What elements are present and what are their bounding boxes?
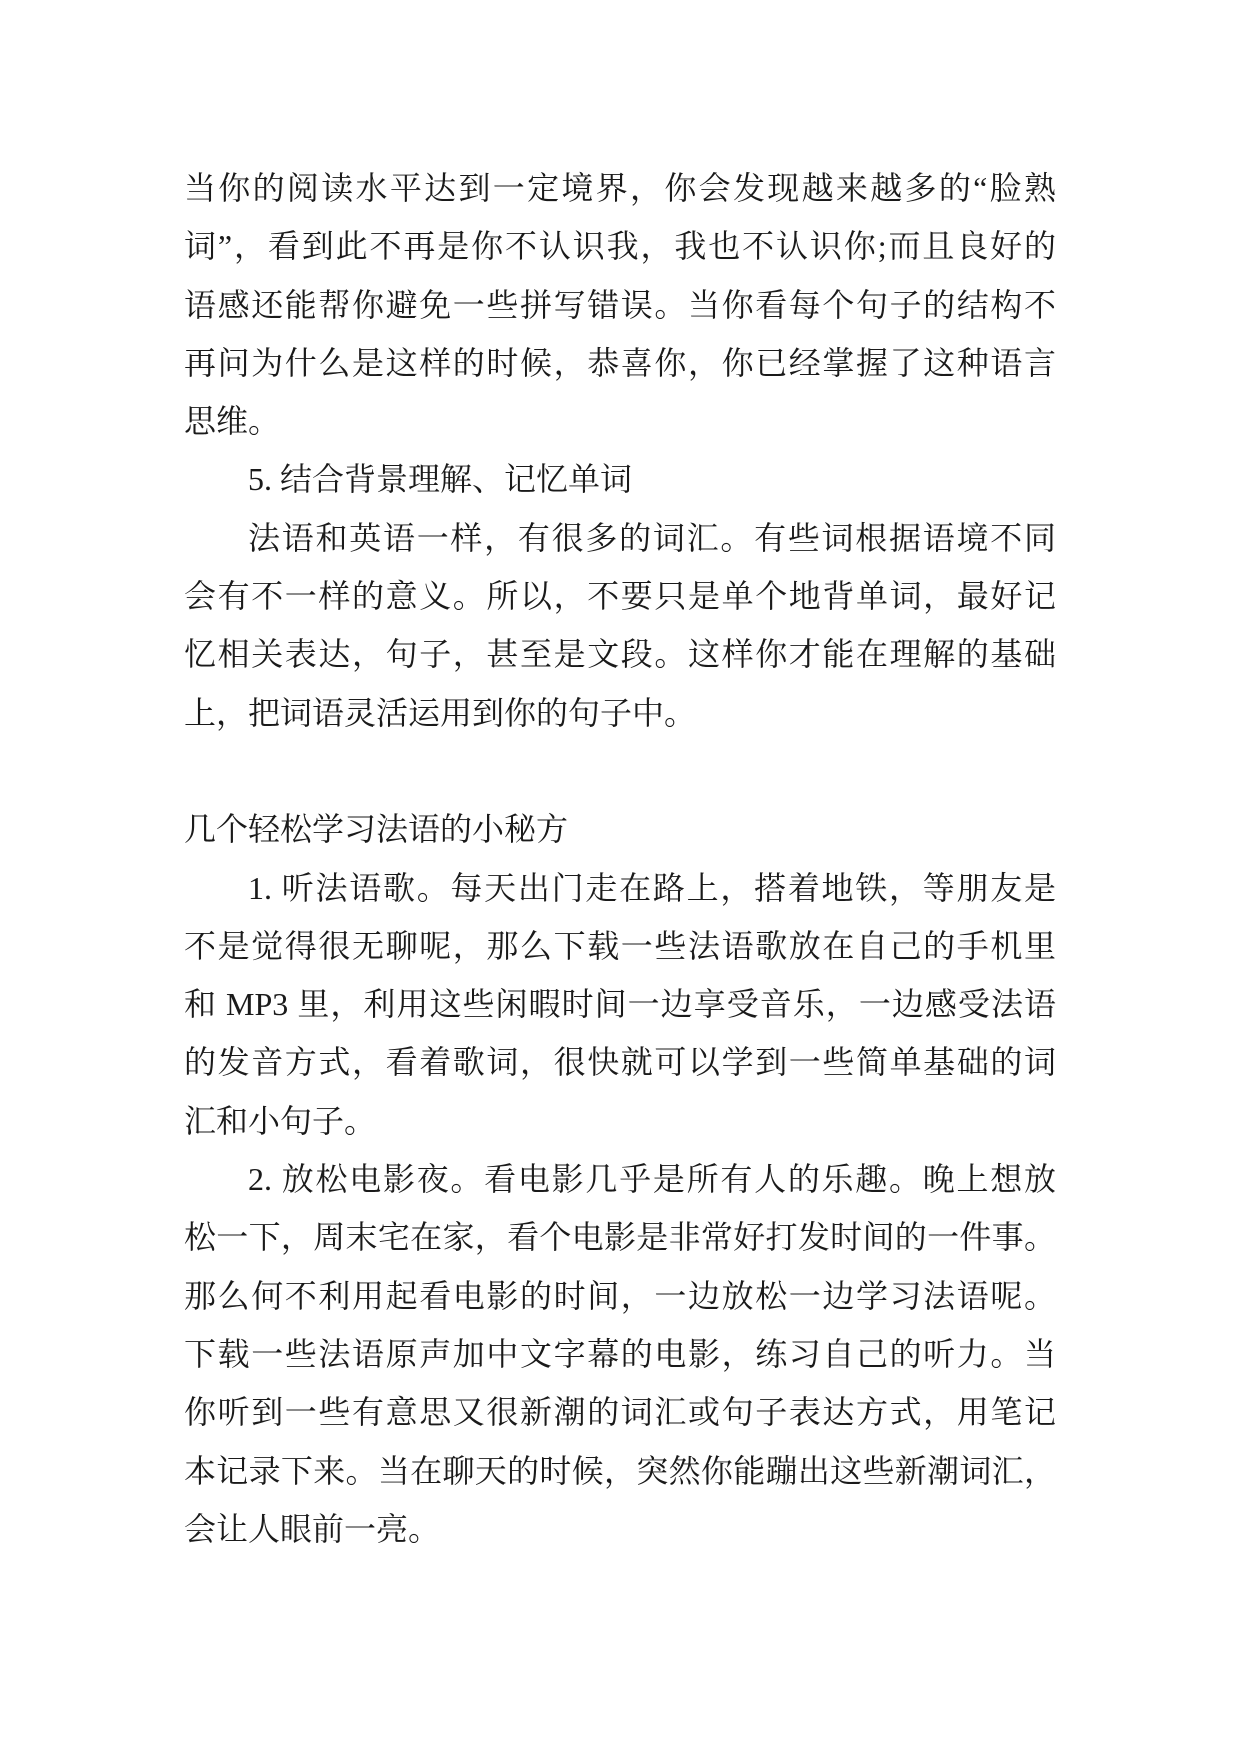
text-line: 下载一些法语原声加中文字幕的电影，练习自己的听力。当 [184,1335,1056,1372]
text-line: 不是觉得很无聊呢，那么下载一些法语歌放在自己的手机里 [184,927,1056,964]
text-line: 会有不一样的意义。所以，不要只是单个地背单词，最好记 [184,578,1056,615]
text-line: 5. 结合背景理解、记忆单词 [248,461,633,498]
text-line: 本记录下来。当在聊天的时候，突然你能蹦出这些新潮词汇， [184,1452,1056,1489]
text-line: 汇和小句子。 [184,1102,377,1139]
text-line: 词”，看到此不再是你不认识我，我也不认识你;而且良好的 [184,228,1056,265]
text-line: 几个轻松学习法语的小秘方 [184,811,569,848]
text-line: 忆相关表达，句子，甚至是文段。这样你才能在理解的基础 [184,636,1056,673]
blank-line [184,742,1056,800]
text-line: 法语和英语一样，有很多的词汇。有些词根据语境不同 [248,519,1056,556]
text-line: 松一下，周末宅在家，看个电影是非常好打发时间的一件事。 [184,1219,1056,1256]
text-line: 思维。 [184,403,281,440]
text-block [184,159,1056,1558]
text-line: 的发音方式，看着歌词，很快就可以学到一些简单基础的词 [184,1044,1056,1081]
text-line: 当你的阅读水平达到一定境界，你会发现越来越多的“脸熟 [184,170,1056,206]
text-line: 语感还能帮你避免一些拼写错误。当你看每个句子的结构不 [184,286,1056,323]
text-line: 上，把词语灵活运用到你的句子中。 [184,694,697,731]
text-line: 那么何不利用起看电影的时间，一边放松一边学习法语呢。 [184,1277,1056,1314]
text-line: 再问为什么是这样的时候，恭喜你，你已经掌握了这种语言 [184,344,1056,381]
text-line: 你听到一些有意思又很新潮的词汇或句子表达方式，用笔记 [184,1394,1056,1431]
text-line: 2. 放松电影夜。看电影几乎是所有人的乐趣。晚上想放 [248,1161,1056,1198]
text-line: 会让人眼前一亮。 [184,1510,441,1547]
text-line: 1. 听法语歌。每天出门走在路上，搭着地铁，等朋友是 [248,869,1056,906]
text-line: 和 MP3 里，利用这些闲暇时间一边享受音乐，一边感受法语 [184,986,1056,1023]
